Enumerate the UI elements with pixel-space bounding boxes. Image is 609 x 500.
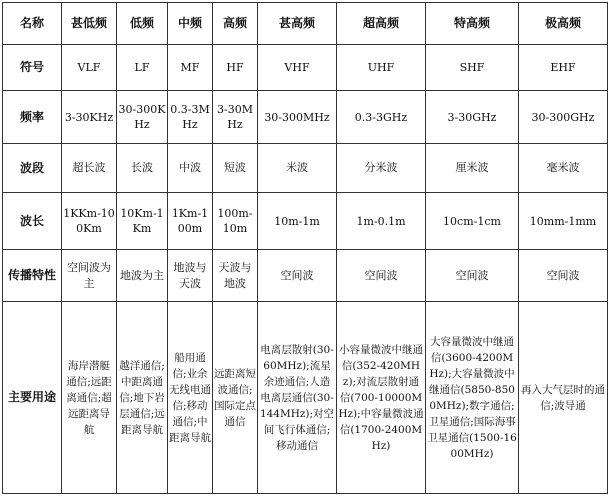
symbol-lf: LF <box>117 45 168 91</box>
wavelength-uhf: 1m-0.1m <box>337 193 426 250</box>
row-label-wavelength: 波长 <box>3 193 62 250</box>
band-vhf: 米波 <box>258 144 337 193</box>
symbol-vhf: VHF <box>258 45 337 91</box>
wavelength-mf: 1Km-100m <box>168 193 213 250</box>
wavelength-vhf: 10m-1m <box>258 193 337 250</box>
symbol-mf: MF <box>168 45 213 91</box>
row-label-propagation: 传播特性 <box>3 250 62 302</box>
frequency-row <box>3 91 608 144</box>
wavelength-row <box>3 193 608 250</box>
propagation-shf: 空间波 <box>426 250 519 302</box>
propagation-mf: 地波与天波 <box>168 250 213 302</box>
wavelength-shf: 10cm-1cm <box>426 193 519 250</box>
band-lf: 长波 <box>117 144 168 193</box>
band-row <box>3 144 608 193</box>
usage-uhf: 小容量微波中继通信(352-420MHz);对流层散射通信(700-10000MHz);中容量微波通信(1700-2400MHz) <box>337 302 426 494</box>
frequency-uhf: 0.3-3GHz <box>337 91 426 144</box>
symbol-row <box>3 45 608 91</box>
wavelength-ehf: 10mm-1mm <box>519 193 608 250</box>
frequency-ehf: 30-300GHz <box>519 91 608 144</box>
header-uhf: 超高频 <box>337 3 426 45</box>
header-vlf: 甚低频 <box>62 3 117 45</box>
frequency-mf: 0.3-3MHz <box>168 91 213 144</box>
usage-row <box>3 302 608 494</box>
symbol-vlf: VLF <box>62 45 117 91</box>
propagation-vlf: 空间波为主 <box>62 250 117 302</box>
frequency-shf: 3-30GHz <box>426 91 519 144</box>
symbol-shf: SHF <box>426 45 519 91</box>
header-lf: 低频 <box>117 3 168 45</box>
header-mf: 中频 <box>168 3 213 45</box>
header-vhf: 甚高频 <box>258 3 337 45</box>
symbol-hf: HF <box>213 45 258 91</box>
symbol-ehf: EHF <box>519 45 608 91</box>
usage-mf: 船用通信;业余无线电通信;移动通信;中距离导航 <box>168 302 213 494</box>
symbol-uhf: UHF <box>337 45 426 91</box>
propagation-ehf: 空间波 <box>519 250 608 302</box>
frequency-vhf: 30-300MHz <box>258 91 337 144</box>
row-label-symbol: 符号 <box>3 45 62 91</box>
wavelength-hf: 100m-10m <box>213 193 258 250</box>
header-row <box>3 3 608 45</box>
header-name: 名称 <box>3 3 62 45</box>
propagation-uhf: 空间波 <box>337 250 426 302</box>
band-ehf: 毫米波 <box>519 144 608 193</box>
usage-vhf: 电离层散射(30-60MHz);流星余迹通信;人造电离层通信(30-144MHz);对空间飞行体通信;移动通信 <box>258 302 337 494</box>
propagation-lf: 地波为主 <box>117 250 168 302</box>
usage-lf: 越洋通信;中距离通信;地下岩层通信;远距离导航 <box>117 302 168 494</box>
band-mf: 中波 <box>168 144 213 193</box>
usage-shf: 大容量微波中继通信(3600-4200MHz);大容量微波中继通信(5850-8500MHz);数字通信;卫星通信;国际海事卫星通信(1500-1600MHz) <box>426 302 519 494</box>
frequency-hf: 3-30MHz <box>213 91 258 144</box>
band-hf: 短波 <box>213 144 258 193</box>
wavelength-vlf: 1KKm-100Km <box>62 193 117 250</box>
usage-ehf: 再入大气层时的通信;波导通 <box>519 302 608 494</box>
frequency-lf: 30-300KHz <box>117 91 168 144</box>
header-hf: 高频 <box>213 3 258 45</box>
wavelength-lf: 10Km-1Km <box>117 193 168 250</box>
propagation-row <box>3 250 608 302</box>
header-shf: 特高频 <box>426 3 519 45</box>
usage-hf: 远距离短波通信;国际定点通信 <box>213 302 258 494</box>
propagation-hf: 天波与地波 <box>213 250 258 302</box>
row-label-band: 波段 <box>3 144 62 193</box>
band-uhf: 分米波 <box>337 144 426 193</box>
band-shf: 厘米波 <box>426 144 519 193</box>
usage-vlf: 海岸潜艇通信;远距离通信;超远距离导航 <box>62 302 117 494</box>
header-ehf: 极高频 <box>519 3 608 45</box>
propagation-vhf: 空间波 <box>258 250 337 302</box>
frequency-band-table <box>2 2 608 494</box>
row-label-frequency: 频率 <box>3 91 62 144</box>
band-vlf: 超长波 <box>62 144 117 193</box>
row-label-usage: 主要用途 <box>3 302 62 494</box>
frequency-vlf: 3-30KHz <box>62 91 117 144</box>
